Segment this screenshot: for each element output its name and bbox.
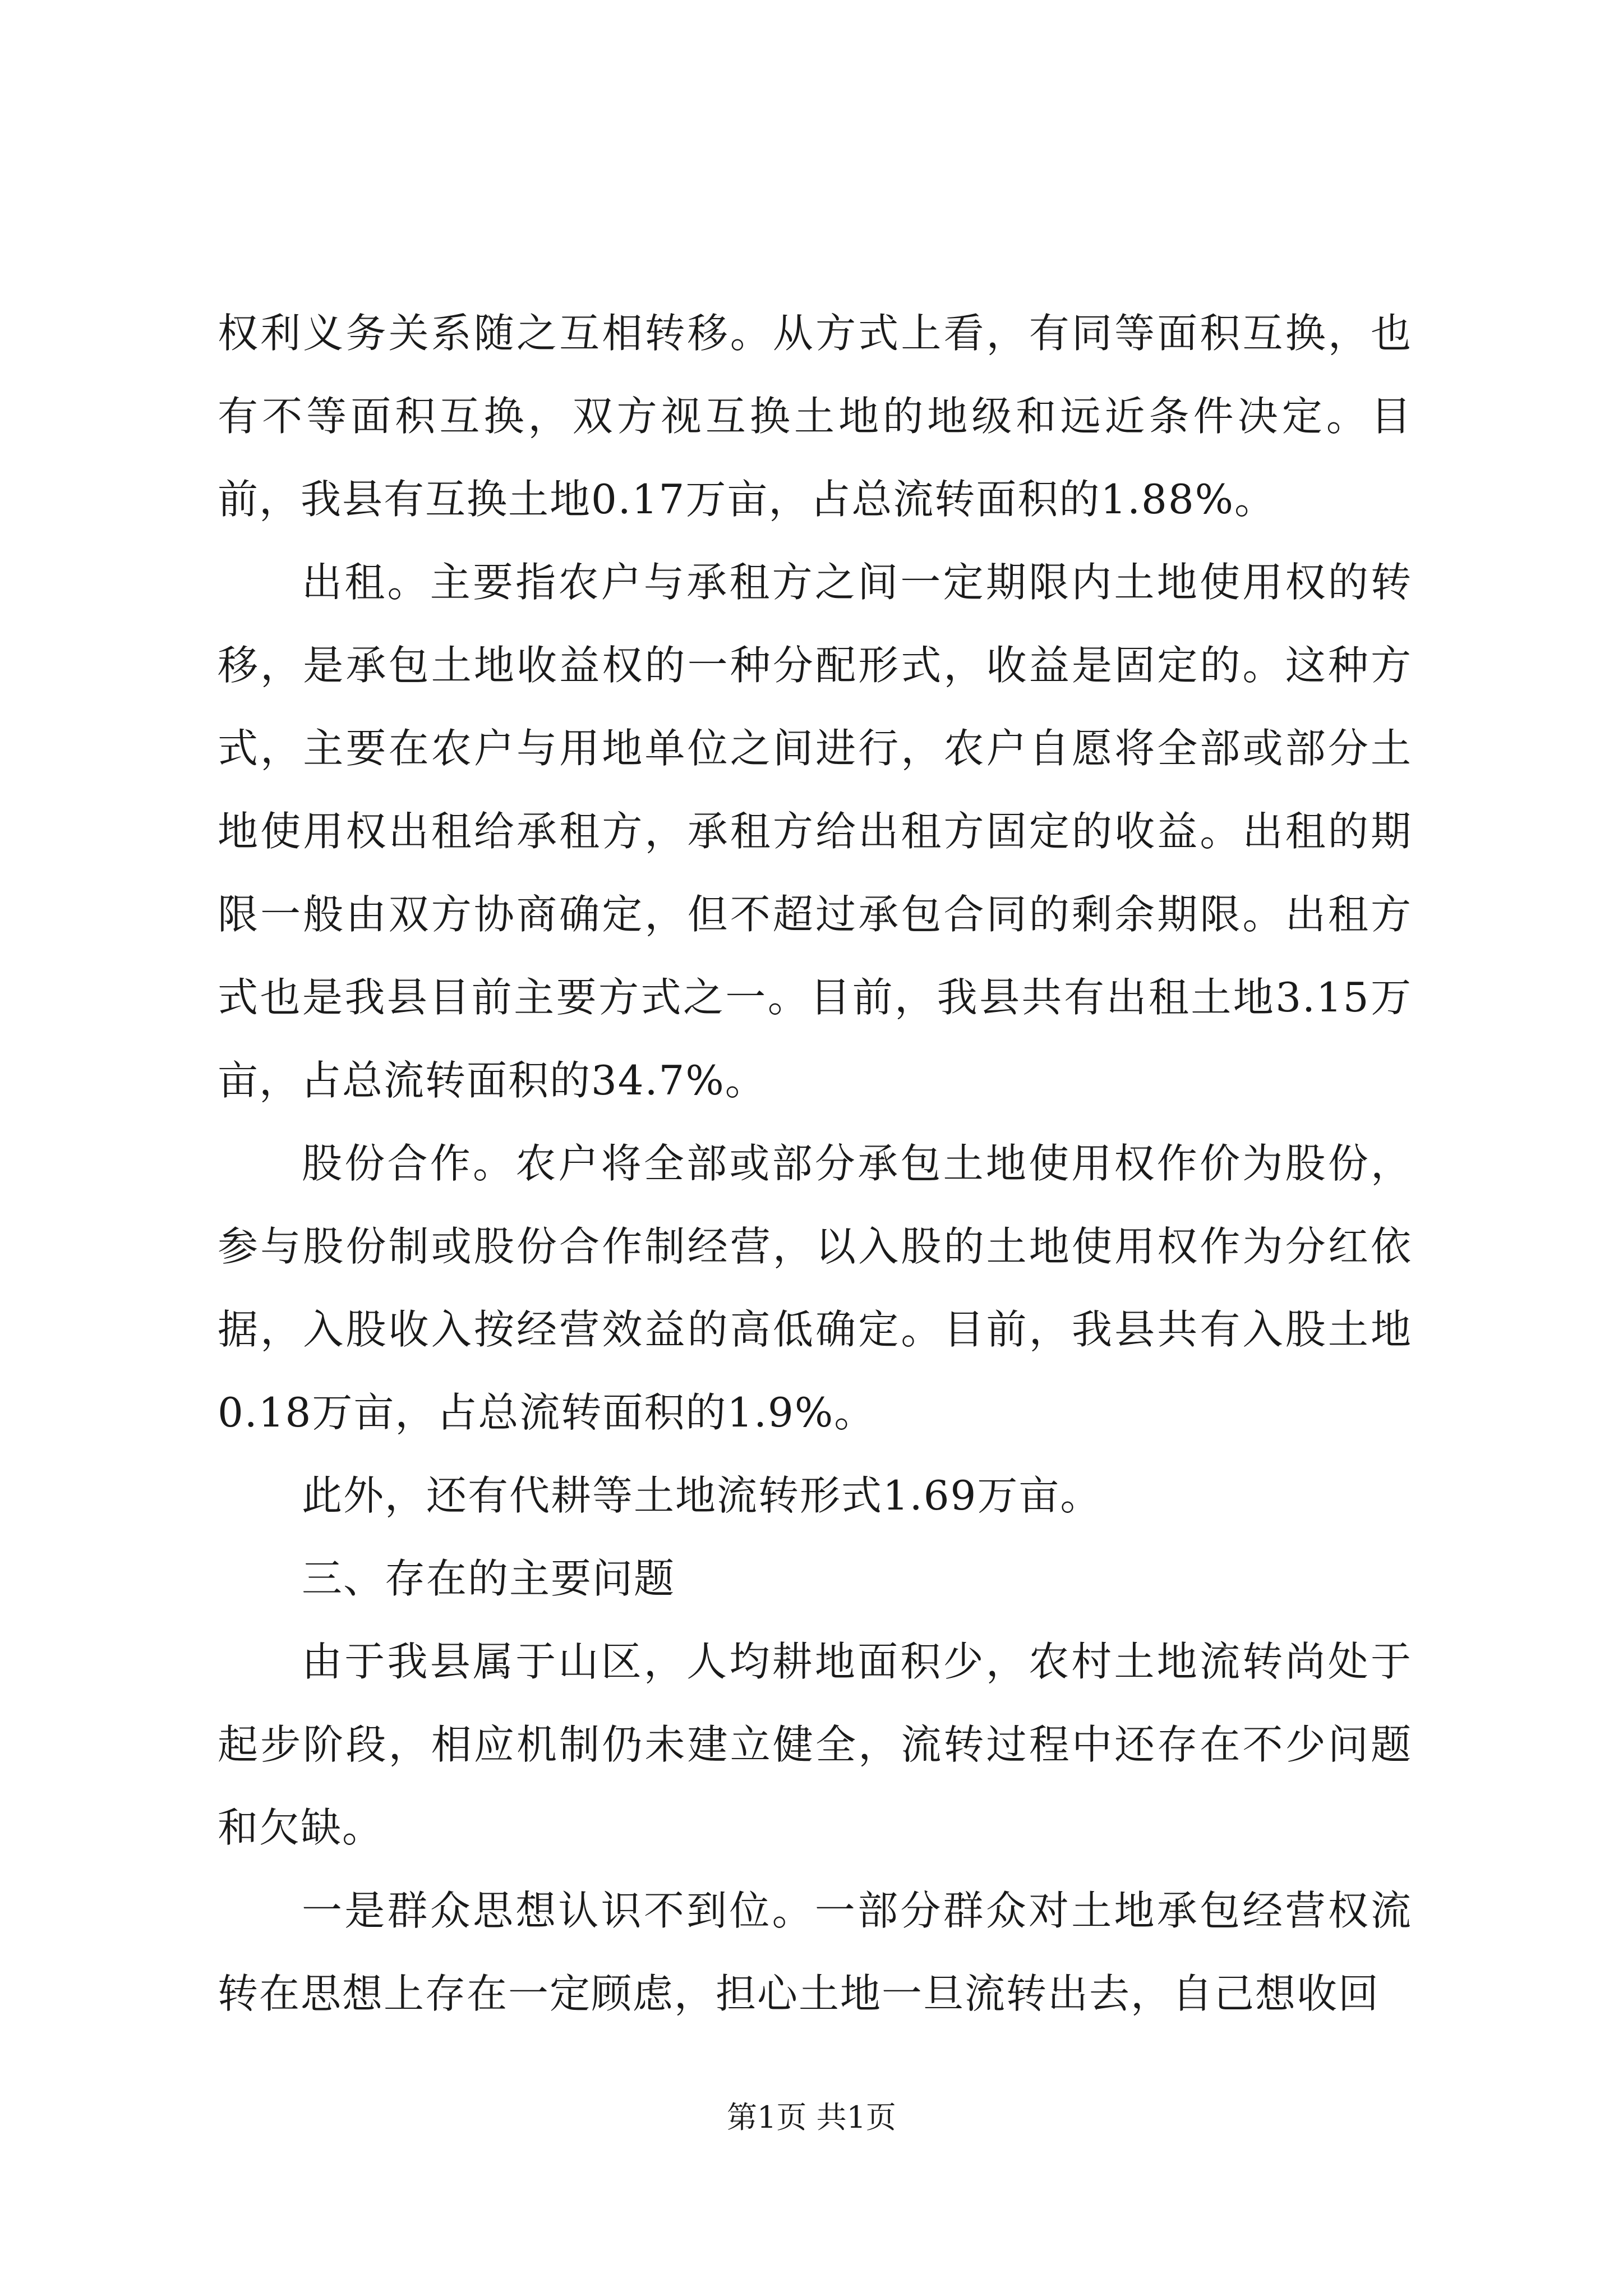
paragraph-1: 权利义务关系随之互相转移。从方式上看，有同等面积互换，也有不等面积互换，双方视互换土地的地级和远近条件决定。目前，我县有互换土地0.17万亩，占总流转面积的1.88%。	[218, 310, 1412, 523]
document-body	[218, 292, 1412, 2035]
paragraph-5: 由于我县属于山区，人均耕地面积少，农村土地流转尚处于起步阶段，相应机制仍未建立健全，流转过程中还存在不少问题和欠缺。	[218, 1638, 1412, 1851]
page-footer: 第1页 共1页	[727, 2100, 896, 2135]
paragraph-2: 出租。主要指农户与承租方之间一定期限内土地使用权的转移，是承包土地收益权的一种分配形式，收益是固定的。这种方式，主要在农户与用地单位之间进行，农户自愿将全部或部分土地使用权出租给承租方，承租方给出租方固定的收益。出租的期限一般由双方协商确定，但不超过承包合同的剩余期限。出租方式也是我县目前主要方式之一。目前，我县共有出租土地3.15万亩，占总流转面积的34.7%。	[218, 559, 1412, 1104]
paragraph-4: 此外，还有代耕等土地流转形式1.69万亩。	[302, 1472, 1102, 1519]
paragraph-6: 一是群众思想认识不到位。一部分群众对土地承包经营权流转在思想上存在一定顾虑，担心土地一旦流转出去，自己想收回	[218, 1887, 1412, 2017]
paragraph-3: 股份合作。农户将全部或部分承包土地使用权作价为股份，参与股份制或股份合作制经营，以入股的土地使用权作为分红依据，入股收入按经营效益的高低确定。目前，我县共有入股土地0.18万亩，占总流转面积的1.9%。	[218, 1140, 1412, 1436]
section-heading: 三、存在的主要问题	[302, 1555, 676, 1602]
